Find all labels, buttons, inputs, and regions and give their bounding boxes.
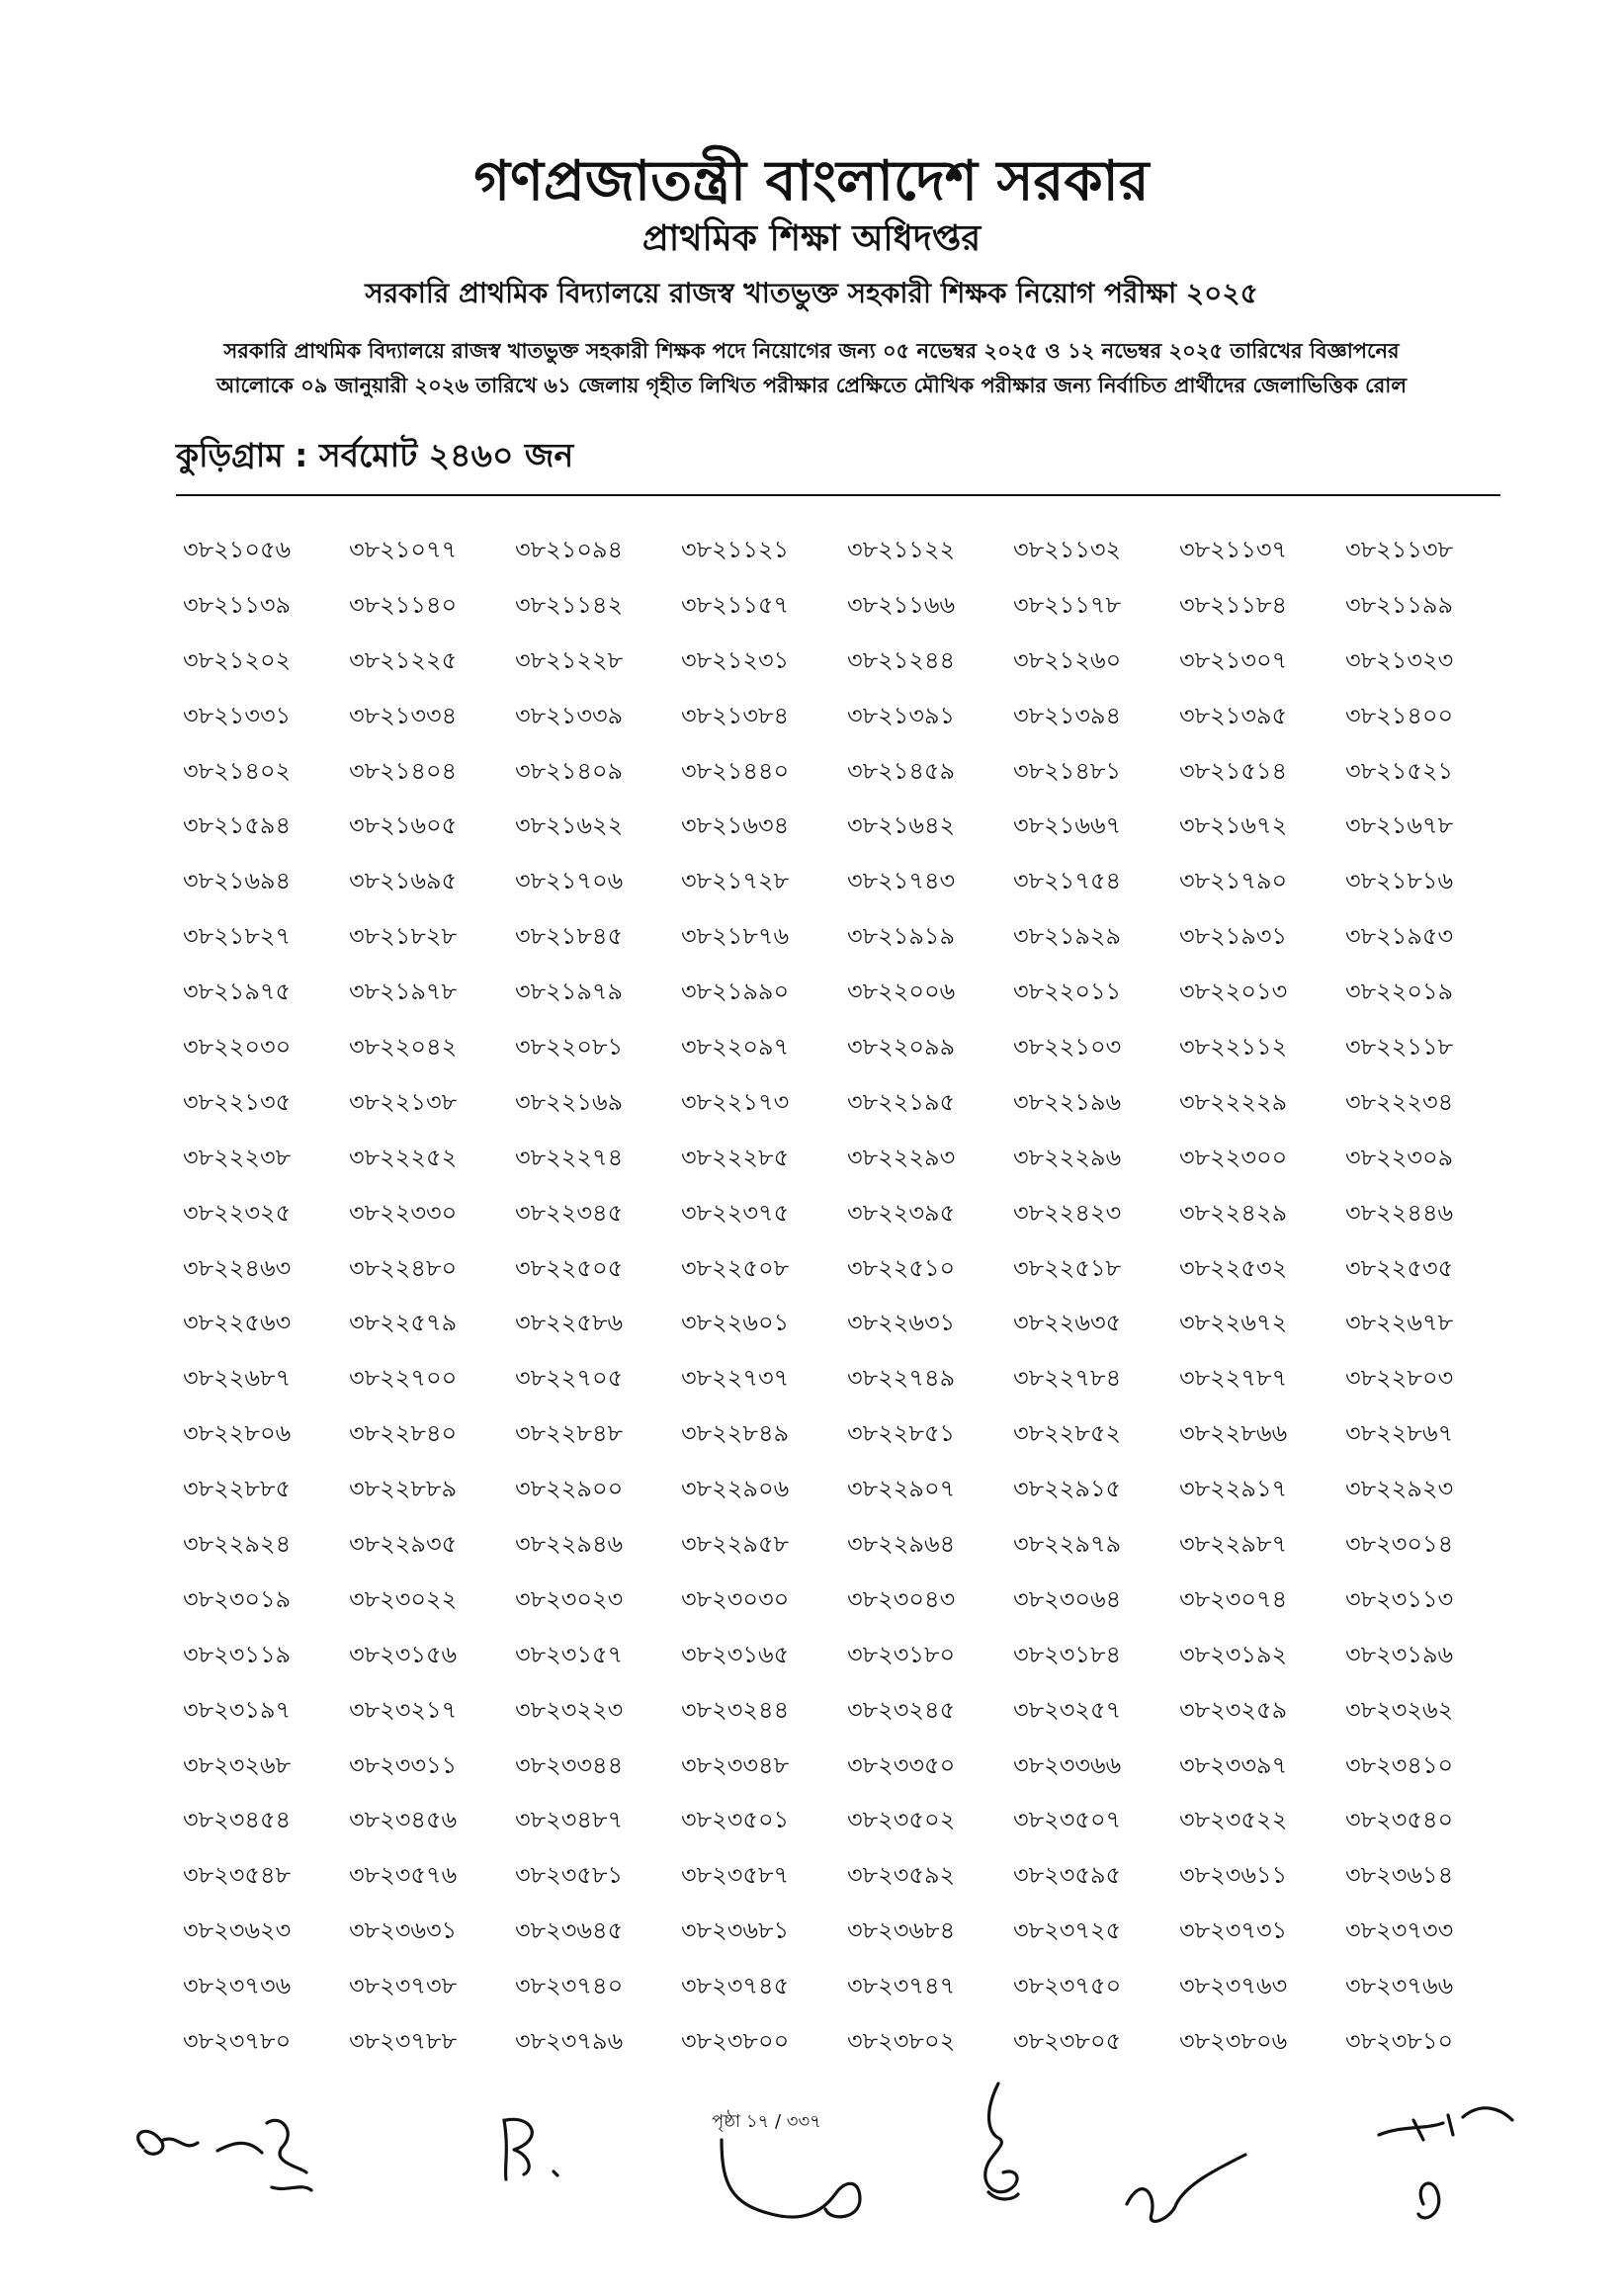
roll-number: ৩৮২১৪০০ — [1345, 701, 1454, 729]
roll-number: ৩৮২২৭৪৯ — [847, 1364, 956, 1393]
roll-number: ৩৮২১৩৯১ — [847, 701, 956, 729]
roll-number: ৩৮২৩৬১৪ — [1345, 1861, 1454, 1890]
roll-row — [183, 863, 1507, 918]
roll-row — [183, 1747, 1507, 1803]
roll-number: ৩৮২৩৪১০ — [1345, 1750, 1454, 1779]
roll-row — [183, 1029, 1507, 1084]
roll-number: ৩৮২২০১৯ — [1345, 978, 1454, 1006]
roll-number: ৩৮২১৮৪৫ — [515, 922, 624, 951]
roll-number: ৩৮২১৪০২ — [183, 756, 292, 785]
roll-number: ৩৮২১৪৪০ — [681, 756, 790, 785]
roll-number: ৩৮২২৯৫৮ — [681, 1530, 790, 1559]
roll-number: ৩৮২১৯৭৫ — [183, 978, 292, 1006]
roll-number: ৩৮২২৪৬৩ — [183, 1253, 292, 1282]
roll-number: ৩৮২২৭৮৭ — [1179, 1364, 1288, 1393]
roll-number: ৩৮২২৯২৩ — [1345, 1475, 1454, 1503]
roll-number: ৩৮২৩৬৩১ — [349, 1916, 458, 1945]
roll-number: ৩৮২৩৩৪৪ — [515, 1750, 624, 1779]
roll-number: ৩৮২৩৫৪৮ — [183, 1861, 292, 1890]
roll-number: ৩৮২২৪৮০ — [349, 1253, 458, 1282]
roll-number: ৩৮২১১৮৪ — [1179, 590, 1288, 619]
roll-number: ৩৮২৩৫০৭ — [1013, 1806, 1122, 1834]
roll-number: ৩৮২৩৭২৫ — [1013, 1916, 1122, 1945]
roll-row — [183, 1415, 1507, 1471]
roll-number: ৩৮২১৫৯৪ — [183, 811, 292, 840]
roll-number: ৩৮২৩৪৫৪ — [183, 1806, 292, 1834]
roll-number: ৩৮২৩১১৩ — [1345, 1584, 1454, 1613]
roll-number: ৩৮২১৮২৭ — [183, 922, 292, 951]
roll-number: ৩৮২৩৫৯২ — [847, 1861, 956, 1890]
roll-number: ৩৮২৩৪৮৭ — [515, 1806, 624, 1834]
signature-3 — [712, 2125, 899, 2234]
roll-number: ৩৮২২৮৪০ — [349, 1419, 458, 1448]
roll-row — [183, 642, 1507, 698]
roll-number: ৩৮২৩৭৪০ — [515, 1972, 624, 2000]
roll-number: ৩৮২৩৭৪৭ — [847, 1972, 956, 2000]
roll-number: ৩৮২২৬৮৭ — [183, 1364, 292, 1393]
roll-number: ৩৮২২৮৫২ — [1013, 1419, 1122, 1448]
signature-2 — [494, 2110, 593, 2189]
roll-number: ৩৮২৩১৫৭ — [515, 1640, 624, 1668]
roll-number: ৩৮২১৬৩৪ — [681, 811, 790, 840]
roll-number: ৩৮২২০৩০ — [183, 1033, 292, 1062]
roll-row — [183, 1692, 1507, 1747]
roll-row — [183, 1471, 1507, 1526]
roll-row — [183, 1857, 1507, 1913]
roll-number: ৩৮২১১৪২ — [515, 590, 624, 619]
roll-number: ৩৮২৩৭৩১ — [1179, 1916, 1288, 1945]
roll-number: ৩৮২১১৩৮ — [1345, 536, 1454, 563]
roll-number: ৩৮২২২৩৮ — [183, 1143, 292, 1171]
roll-number: ৩৮২৩১৮৪ — [1013, 1640, 1122, 1668]
roll-number: ৩৮২১৭৪৩ — [847, 867, 956, 895]
roll-number: ৩৮২১১৩৯ — [183, 590, 292, 619]
roll-number: ৩৮২২৯২৪ — [183, 1530, 292, 1559]
roll-number: ৩৮২২২৫২ — [349, 1143, 458, 1171]
roll-number: ৩৮২২৫০৫ — [515, 1253, 624, 1282]
roll-number: ৩৮২২১৬৯ — [515, 1087, 624, 1116]
roll-number: ৩৮২১১৫৭ — [681, 590, 790, 619]
roll-number: ৩৮২১৬২২ — [515, 811, 624, 840]
roll-number: ৩৮২২৯৪৬ — [515, 1530, 624, 1559]
roll-row — [183, 1637, 1507, 1692]
roll-number: ৩৮২২১১৮ — [1345, 1033, 1454, 1062]
roll-number: ৩৮২৩১৯২ — [1179, 1640, 1288, 1668]
roll-number: ৩৮২৩৭৬৩ — [1179, 1972, 1288, 2000]
roll-row — [183, 1802, 1507, 1857]
roll-number: ৩৮২১০৭৭ — [349, 536, 458, 563]
roll-number: ৩৮২১৩৮৪ — [681, 701, 790, 729]
roll-number: ৩৮২৩৬২৩ — [183, 1916, 292, 1945]
roll-number: ৩৮২৩১৫৬ — [349, 1640, 458, 1668]
roll-number: ৩৮২১৪৫৯ — [847, 756, 956, 785]
roll-number: ৩৮২১১৪০ — [349, 590, 458, 619]
roll-number: ৩৮২৩৮০০ — [681, 2027, 790, 2056]
roll-number: ৩৮২১৩৩৯ — [515, 701, 624, 729]
roll-number: ৩৮২৩৭৮০ — [183, 2027, 292, 2056]
roll-number: ৩৮২২৪২৩ — [1013, 1198, 1122, 1227]
roll-number: ৩৮২১৪৮১ — [1013, 756, 1122, 785]
roll-number: ৩৮২২২২৯ — [1179, 1087, 1288, 1116]
roll-number: ৩৮২২০৪২ — [349, 1033, 458, 1062]
roll-number: ৩৮২১৮১৬ — [1345, 867, 1454, 895]
roll-number: ৩৮২২০৮১ — [515, 1033, 624, 1062]
roll-number: ৩৮২১৩৯৫ — [1179, 701, 1288, 729]
roll-number: ৩৮২৩৩৯৭ — [1179, 1750, 1288, 1779]
roll-number: ৩৮২২০১৩ — [1179, 978, 1288, 1006]
roll-row — [183, 1305, 1507, 1360]
roll-number: ৩৮২১১৬৬ — [847, 590, 956, 619]
roll-number: ৩৮২৩০১৯ — [183, 1584, 292, 1613]
roll-number: ৩৮২২৭০০ — [349, 1364, 458, 1393]
roll-number: ৩৮২১৭২৮ — [681, 867, 790, 895]
roll-number: ৩৮২২৫০৮ — [681, 1253, 790, 1282]
roll-number: ৩৮২২২৯৬ — [1013, 1143, 1122, 1171]
roll-number: ৩৮২১৬০৫ — [349, 811, 458, 840]
roll-number: ৩৮২২৮০৩ — [1345, 1364, 1454, 1393]
roll-number: ৩৮২৩৭৩৮ — [349, 1972, 458, 2000]
roll-row — [183, 2023, 1507, 2079]
roll-number: ৩৮২১৯৭৮ — [349, 978, 458, 1006]
roll-number: ৩৮২২৮৪৯ — [681, 1419, 790, 1448]
roll-number: ৩৮২২৫৮৬ — [515, 1309, 624, 1337]
roll-number: ৩৮২৩৭৪৫ — [681, 1972, 790, 2000]
roll-row — [183, 1140, 1507, 1195]
roll-number: ৩৮২৩৫০১ — [681, 1806, 790, 1834]
roll-number: ৩৮২২১৩৫ — [183, 1087, 292, 1116]
roll-row — [183, 698, 1507, 753]
roll-number: ৩৮২২৯১৭ — [1179, 1475, 1288, 1503]
roll-number: ৩৮২১১২২ — [847, 536, 956, 563]
roll-number: ৩৮২২২৮৫ — [681, 1143, 790, 1171]
department-title: প্রাথমিক শিক্ষা অধিদপ্তর — [641, 218, 982, 259]
roll-row — [183, 918, 1507, 974]
signature-5 — [1117, 2135, 1285, 2234]
roll-number: ৩৮২২১৯৬ — [1013, 1087, 1122, 1116]
roll-number: ৩৮২১৮২৮ — [349, 922, 458, 951]
roll-number: ৩৮২২৫৬৩ — [183, 1309, 292, 1337]
roll-number: ৩৮২২৩৯৫ — [847, 1198, 956, 1227]
roll-number: ৩৮২১১৯৯ — [1345, 590, 1454, 619]
roll-number: ৩৮২৩৭৮৮ — [349, 2027, 458, 2056]
roll-row — [183, 1195, 1507, 1250]
roll-number: ৩৮২২৫৭৯ — [349, 1309, 458, 1337]
roll-number: ৩৮২৩৭৯৬ — [515, 2027, 624, 2056]
roll-number: ৩৮২২৮৫১ — [847, 1419, 956, 1448]
roll-number: ৩৮২৩৫৭৬ — [349, 1861, 458, 1890]
roll-number: ৩৮২৩২৬৮ — [183, 1750, 292, 1779]
roll-row — [183, 587, 1507, 642]
roll-number: ৩৮২২৯৮৭ — [1179, 1530, 1288, 1559]
roll-number: ৩৮২৩৮০২ — [847, 2027, 956, 2056]
roll-number: ৩৮২১৫২১ — [1345, 756, 1454, 785]
roll-number: ৩৮২২৩০০ — [1179, 1143, 1288, 1171]
roll-number: ৩৮২৩২২৩ — [515, 1695, 624, 1724]
roll-number: ৩৮২৩১৯৬ — [1345, 1640, 1454, 1668]
roll-number: ৩৮২১২৩১ — [681, 645, 790, 674]
roll-number: ৩৮২১৬৭২ — [1179, 811, 1288, 840]
roll-row — [183, 808, 1507, 863]
roll-number: ৩৮২২৪২৯ — [1179, 1198, 1288, 1227]
roll-number: ৩৮২২৬৩১ — [847, 1309, 956, 1337]
roll-number: ৩৮২১৯৫৩ — [1345, 922, 1454, 951]
roll-number: ৩৮২২৬০১ — [681, 1309, 790, 1337]
roll-number: ৩৮২৩৫৮৭ — [681, 1861, 790, 1890]
roll-number: ৩৮২১৯৭৯ — [515, 978, 624, 1006]
roll-number: ৩৮২২২৯৩ — [847, 1143, 956, 1171]
roll-number: ৩৮২৩১৬৫ — [681, 1640, 790, 1668]
roll-number: ৩৮২৩৮১০ — [1345, 2027, 1454, 2056]
roll-number: ৩৮২৩০৬৪ — [1013, 1584, 1122, 1613]
roll-number: ৩৮২৩২৬২ — [1345, 1695, 1454, 1724]
roll-number: ৩৮২২৯৭৯ — [1013, 1530, 1122, 1559]
roll-number: ৩৮২২২৩৪ — [1345, 1087, 1454, 1116]
district-heading: কুড়িগ্রাম : সর্বমোট ২৪৬০ জন — [176, 436, 574, 474]
roll-number: ৩৮২২৯০০ — [515, 1475, 624, 1503]
roll-number: ৩৮২৩২৪৪ — [681, 1695, 790, 1724]
roll-number: ৩৮২১৬৬৭ — [1013, 811, 1122, 840]
roll-number: ৩৮২২০০৬ — [847, 978, 956, 1006]
roll-number: ৩৮২১২২৫ — [349, 645, 458, 674]
roll-number: ৩৮২২৮৬৭ — [1345, 1419, 1454, 1448]
roll-number: ৩৮২১২০২ — [183, 645, 292, 674]
page-number: পৃষ্ঠা ১৭ / ৩৩৭ — [712, 2111, 821, 2132]
roll-number: ৩৮২২৯৩৫ — [349, 1530, 458, 1559]
roll-number: ৩৮২৩০২২ — [349, 1584, 458, 1613]
roll-number: ৩৮২৩২৫৭ — [1013, 1695, 1122, 1724]
roll-number: ৩৮২১২৬০ — [1013, 645, 1122, 674]
roll-number: ৩৮২১০৯৪ — [515, 536, 624, 563]
roll-number: ৩৮২৩৫৪০ — [1345, 1806, 1454, 1834]
roll-number: ৩৮২৩৭৬৬ — [1345, 1972, 1454, 2000]
notice — [148, 334, 1475, 403]
roll-number: ৩৮২১২২৮ — [515, 645, 624, 674]
roll-number: ৩৮২১৩৩৪ — [349, 701, 458, 729]
roll-number: ৩৮২২৫৩৫ — [1345, 1253, 1454, 1282]
roll-number: ৩৮২২৮০৬ — [183, 1419, 292, 1448]
roll-number: ৩৮২১৮৭৬ — [681, 922, 790, 951]
roll-number: ৩৮২২৯৬৪ — [847, 1530, 956, 1559]
roll-number: ৩৮২২৯০৬ — [681, 1475, 790, 1503]
roll-number: ৩৮২২৮৮৯ — [349, 1475, 458, 1503]
roll-number: ৩৮২৩৩৬৬ — [1013, 1750, 1122, 1779]
roll-number: ৩৮২১১৩২ — [1013, 536, 1122, 563]
roll-number: ৩৮২২৪৪৬ — [1345, 1198, 1454, 1227]
roll-number: ৩৮২৩৬১১ — [1179, 1861, 1288, 1890]
roll-number: ৩৮২৩০২৩ — [515, 1584, 624, 1613]
roll-number: ৩৮২৩৩১১ — [349, 1750, 458, 1779]
roll-number: ৩৮২১৬৯৪ — [183, 867, 292, 895]
roll-number: ৩৮২২০৯৯ — [847, 1033, 956, 1062]
roll-number: ৩৮২২৩২৫ — [183, 1198, 292, 1227]
roll-number: ৩৮২৩৫৮১ — [515, 1861, 624, 1890]
roll-number: ৩৮২৩১৯৭ — [183, 1695, 292, 1724]
roll-number: ৩৮২২৭৮৪ — [1013, 1364, 1122, 1393]
roll-row — [183, 1084, 1507, 1140]
roll-row — [183, 1360, 1507, 1415]
roll-number: ৩৮২৩১৮০ — [847, 1640, 956, 1668]
roll-number: ৩৮২১১৩৭ — [1179, 536, 1288, 563]
roll-number: ৩৮২১১৭৮ — [1013, 590, 1122, 619]
roll-number: ৩৮২৩৪৫৬ — [349, 1806, 458, 1834]
roll-row — [183, 1913, 1507, 1968]
roll-number: ৩৮২১০৫৬ — [183, 536, 292, 563]
roll-number: ৩৮২১৯৩১ — [1179, 922, 1288, 951]
roll-number: ৩৮২২১৩৮ — [349, 1087, 458, 1116]
signature-4 — [949, 2074, 1068, 2222]
roll-number: ৩৮২১৭৯০ — [1179, 867, 1288, 895]
roll-number: ৩৮২৩৮০৫ — [1013, 2027, 1122, 2056]
roll-number: ৩৮২১২৪৪ — [847, 645, 956, 674]
roll-number: ৩৮২২৩৩০ — [349, 1198, 458, 1227]
roll-number: ৩৮২১৩৩১ — [183, 701, 292, 729]
roll-number: ৩৮২৩৬৮১ — [681, 1916, 790, 1945]
roll-number: ৩৮২৩৮০৬ — [1179, 2027, 1288, 2056]
signature-6 — [1364, 2095, 1542, 2234]
roll-number: ৩৮২৩৩৪৮ — [681, 1750, 790, 1779]
roll-number-grid — [183, 532, 1507, 2079]
roll-number: ৩৮২৩৭৫০ — [1013, 1972, 1122, 2000]
roll-row — [183, 1581, 1507, 1637]
roll-number: ৩৮২২৫৩২ — [1179, 1253, 1288, 1282]
roll-number: ৩৮২৩০৩০ — [681, 1584, 790, 1613]
roll-number: ৩৮২২৬৭২ — [1179, 1309, 1288, 1337]
roll-number: ৩৮২২৮৪৮ — [515, 1419, 624, 1448]
roll-number: ৩৮২২৫১৮ — [1013, 1253, 1122, 1282]
roll-number: ৩৮২১৩০৭ — [1179, 645, 1288, 674]
roll-number: ৩৮২১৬৭৮ — [1345, 811, 1454, 840]
roll-number: ৩৮২৩৫২২ — [1179, 1806, 1288, 1834]
signature-1 — [124, 2093, 321, 2212]
government-title: গণপ্রজাতন্ত্রী বাংলাদেশ সরকার — [473, 149, 1150, 213]
roll-number: ৩৮২২৩৪৫ — [515, 1198, 624, 1227]
roll-number: ৩৮২৩১১৯ — [183, 1640, 292, 1668]
roll-number: ৩৮২১৯৯০ — [681, 978, 790, 1006]
roll-number: ৩৮২২৩৭৫ — [681, 1198, 790, 1227]
roll-number: ৩৮২৩৭৩৬ — [183, 1972, 292, 2000]
roll-number: ৩৮২২৬৭৮ — [1345, 1309, 1454, 1337]
roll-number: ৩৮২২৮৬৬ — [1179, 1419, 1288, 1448]
roll-number: ৩৮২২২৭৪ — [515, 1143, 624, 1171]
roll-row — [183, 753, 1507, 808]
roll-row — [183, 1968, 1507, 2023]
roll-number: ৩৮২৩০১৪ — [1345, 1530, 1454, 1559]
roll-number: ৩৮২৩২১৭ — [349, 1695, 458, 1724]
roll-row — [183, 1526, 1507, 1581]
roll-number: ৩৮২৩২৫৯ — [1179, 1695, 1288, 1724]
roll-number: ৩৮২২১১২ — [1179, 1033, 1288, 1062]
roll-number: ৩৮২২১০৩ — [1013, 1033, 1122, 1062]
roll-row — [183, 974, 1507, 1029]
roll-number: ৩৮২২০৯৭ — [681, 1033, 790, 1062]
roll-number: ৩৮২৩৫৯৫ — [1013, 1861, 1122, 1890]
notice-line-2: আলোকে ০৯ জানুয়ারী ২০২৬ তারিখে ৬১ জেলায় গৃহীত লিখিত পরীক্ষার প্রেক্ষিতে মৌখিক পরীক্ষার জন্য নির্বাচিত প্রার্থীদের জেলাভিত্তিক রোল — [215, 374, 1407, 397]
roll-number: ৩৮২৩২৪৫ — [847, 1695, 956, 1724]
roll-number: ৩৮২২৯১৫ — [1013, 1475, 1122, 1503]
notice-line-1: সরকারি প্রাথমিক বিদ্যালয়ে রাজস্ব খাতভুক্ত সহকারী শিক্ষক পদে নিয়োগের জন্য ০৫ নভেম্বর ২০২৫ ও ১২ নভেম্বর ২০২৫ তারিখের বিজ্ঞাপনের — [223, 339, 1400, 363]
roll-number: ৩৮২৩৫০২ — [847, 1806, 956, 1834]
roll-number: ৩৮২১৯১৯ — [847, 922, 956, 951]
roll-number: ৩৮২১৪০৯ — [515, 756, 624, 785]
roll-number: ৩৮২৩০৪৩ — [847, 1584, 956, 1613]
heading-divider — [176, 494, 1500, 496]
roll-number: ৩৮২১১২১ — [681, 536, 790, 563]
roll-number: ৩৮২১৭৫৪ — [1013, 867, 1122, 895]
roll-number: ৩৮২৩৬৮৪ — [847, 1916, 956, 1945]
roll-number: ৩৮২২৭৩৭ — [681, 1364, 790, 1393]
roll-number: ৩৮২১৫১৪ — [1179, 756, 1288, 785]
roll-number: ৩৮২১৬৪২ — [847, 811, 956, 840]
roll-number: ৩৮২২১৯৫ — [847, 1087, 956, 1116]
roll-number: ৩৮২২১৭৩ — [681, 1087, 790, 1116]
roll-number: ৩৮২৩০৭৪ — [1179, 1584, 1288, 1613]
roll-number: ৩৮২২০১১ — [1013, 978, 1122, 1006]
roll-number: ৩৮২১৪০৪ — [349, 756, 458, 785]
roll-number: ৩৮২১৯২৯ — [1013, 922, 1122, 951]
roll-number: ৩৮২২৫১০ — [847, 1253, 956, 1282]
roll-row — [183, 1250, 1507, 1306]
roll-number: ৩৮২১৩৯৪ — [1013, 701, 1122, 729]
roll-number: ৩৮২১৬৯৫ — [349, 867, 458, 895]
roll-row — [183, 532, 1507, 587]
roll-number: ৩৮২৩৭৩৩ — [1345, 1916, 1454, 1945]
roll-number: ৩৮২২৯০৭ — [847, 1475, 956, 1503]
roll-number: ৩৮২৩৩৫০ — [847, 1750, 956, 1779]
roll-number: ৩৮২২৬৩৫ — [1013, 1309, 1122, 1337]
roll-number: ৩৮২২৭০৫ — [515, 1364, 624, 1393]
roll-number: ৩৮২১৭০৬ — [515, 867, 624, 895]
roll-number: ৩৮২২৮৮৫ — [183, 1475, 292, 1503]
roll-number: ৩৮২১৩২৩ — [1345, 645, 1454, 674]
roll-number: ৩৮২২৩০৯ — [1345, 1143, 1454, 1171]
roll-number: ৩৮২৩৬৪৫ — [515, 1916, 624, 1945]
exam-title: সরকারি প্রাথমিক বিদ্যালয়ে রাজস্ব খাতভুক্ত সহকারী শিক্ষক নিয়োগ পরীক্ষা ২০২৫ — [365, 277, 1258, 309]
